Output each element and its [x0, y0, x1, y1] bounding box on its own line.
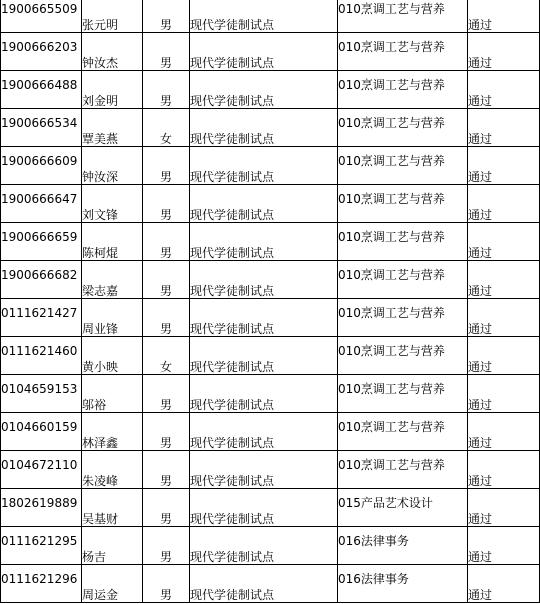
program-type-cell: 现代学徒制试点: [190, 565, 338, 603]
program-type-cell: 现代学徒制试点: [190, 71, 338, 109]
program-type-cell: 现代学徒制试点: [190, 337, 338, 375]
gender-cell: 男: [143, 451, 190, 489]
name-cell: 钟汝杰: [82, 33, 143, 71]
program-type-cell: 现代学徒制试点: [190, 109, 338, 147]
result-cell: 通过: [468, 489, 540, 527]
result-cell: 通过: [468, 527, 540, 565]
exam-id-cell-text: 1900665509: [1, 1, 78, 16]
major-cell-text: 010烹调工艺与营养: [338, 115, 445, 130]
exam-id-cell: [1, 527, 82, 565]
table-row: [1, 413, 540, 451]
exam-id-cell: [1, 489, 82, 527]
program-type-cell: 现代学徒制试点: [190, 147, 338, 185]
result-cell: 通过: [468, 185, 540, 223]
exam-id-cell-text: 1900666682: [1, 267, 78, 282]
result-cell: 通过: [468, 261, 540, 299]
exam-id-cell-text: 1802619889: [1, 495, 78, 510]
name-cell: 钟汝深: [82, 147, 143, 185]
exam-id-cell-text: 1900666203: [1, 39, 78, 54]
major-cell-text: 010烹调工艺与营养: [338, 381, 445, 396]
major-cell: [338, 0, 468, 33]
table-row: [1, 375, 540, 413]
gender-cell: 男: [143, 147, 190, 185]
program-type-cell: 现代学徒制试点: [190, 185, 338, 223]
result-cell: 通过: [468, 71, 540, 109]
result-cell: 通过: [468, 565, 540, 603]
major-cell-text: 010烹调工艺与营养: [338, 1, 445, 16]
program-type-cell: 现代学徒制试点: [190, 223, 338, 261]
table-row: [1, 337, 540, 375]
gender-cell: 男: [143, 375, 190, 413]
exam-id-cell: [1, 337, 82, 375]
major-cell-text: 016法律事务: [338, 533, 409, 548]
name-cell: 覃美燕: [82, 109, 143, 147]
exam-id-cell: [1, 33, 82, 71]
exam-id-cell: [1, 223, 82, 261]
major-cell-text: 010烹调工艺与营养: [338, 343, 445, 358]
exam-id-cell: [1, 147, 82, 185]
exam-id-cell: [1, 451, 82, 489]
table-row: [1, 223, 540, 261]
program-type-cell: 现代学徒制试点: [190, 375, 338, 413]
table-row: [1, 527, 540, 565]
major-cell: [338, 565, 468, 603]
name-cell: 张元明: [82, 0, 143, 33]
exam-id-cell-text: 1900666659: [1, 229, 78, 244]
major-cell: [338, 223, 468, 261]
major-cell-text: 010烹调工艺与营养: [338, 191, 445, 206]
table-body: [1, 0, 540, 603]
table-row: [1, 489, 540, 527]
major-cell: [338, 147, 468, 185]
major-cell-text: 010烹调工艺与营养: [338, 153, 445, 168]
major-cell-text: 010烹调工艺与营养: [338, 267, 445, 282]
name-cell: 吴基财: [82, 489, 143, 527]
exam-id-cell: [1, 109, 82, 147]
program-type-cell: 现代学徒制试点: [190, 0, 338, 33]
exam-id-cell-text: 0111621427: [1, 305, 78, 320]
result-cell: 通过: [468, 337, 540, 375]
major-cell: [338, 413, 468, 451]
major-cell: [338, 299, 468, 337]
program-type-cell: 现代学徒制试点: [190, 33, 338, 71]
exam-id-cell: [1, 261, 82, 299]
exam-id-cell-text: 1900666488: [1, 77, 78, 92]
table-row: [1, 109, 540, 147]
name-cell: 刘文锋: [82, 185, 143, 223]
result-cell: 通过: [468, 413, 540, 451]
major-cell: [338, 489, 468, 527]
result-cell: 通过: [468, 223, 540, 261]
name-cell: 周运金: [82, 565, 143, 603]
major-cell: [338, 33, 468, 71]
major-cell: [338, 261, 468, 299]
major-cell: [338, 109, 468, 147]
major-cell-text: 010烹调工艺与营养: [338, 457, 445, 472]
exam-id-cell: [1, 413, 82, 451]
major-cell: [338, 71, 468, 109]
name-cell: 陈柯焜: [82, 223, 143, 261]
table-row: [1, 185, 540, 223]
exam-id-cell: [1, 565, 82, 603]
gender-cell: 男: [143, 185, 190, 223]
gender-cell: 男: [143, 261, 190, 299]
gender-cell: 男: [143, 299, 190, 337]
table-row: [1, 451, 540, 489]
gender-cell: 男: [143, 0, 190, 33]
name-cell: 杨吉: [82, 527, 143, 565]
major-cell-text: 010烹调工艺与营养: [338, 229, 445, 244]
major-cell-text: 016法律事务: [338, 571, 409, 586]
program-type-cell: 现代学徒制试点: [190, 413, 338, 451]
gender-cell: 男: [143, 33, 190, 71]
exam-id-cell: [1, 0, 82, 33]
program-type-cell: 现代学徒制试点: [190, 261, 338, 299]
table-row: [1, 0, 540, 33]
result-cell: 通过: [468, 0, 540, 33]
table-row: [1, 71, 540, 109]
gender-cell: 女: [143, 109, 190, 147]
program-type-cell: 现代学徒制试点: [190, 527, 338, 565]
name-cell: 周业锋: [82, 299, 143, 337]
gender-cell: 男: [143, 71, 190, 109]
result-cell: 通过: [468, 147, 540, 185]
major-cell-text: 010烹调工艺与营养: [338, 305, 445, 320]
major-cell-text: 010烹调工艺与营养: [338, 419, 445, 434]
result-cell: 通过: [468, 33, 540, 71]
exam-id-cell-text: 1900666534: [1, 115, 78, 130]
major-cell: [338, 337, 468, 375]
gender-cell: 男: [143, 489, 190, 527]
exam-id-cell-text: 1900666609: [1, 153, 78, 168]
program-type-cell: 现代学徒制试点: [190, 451, 338, 489]
table-row: [1, 33, 540, 71]
table-row: [1, 299, 540, 337]
major-cell-text: 010烹调工艺与营养: [338, 77, 445, 92]
major-cell: [338, 451, 468, 489]
major-cell-text: 015产品艺术设计: [338, 495, 433, 510]
program-type-cell: 现代学徒制试点: [190, 299, 338, 337]
exam-id-cell-text: 0111621460: [1, 343, 78, 358]
exam-id-cell-text: 0111621295: [1, 533, 78, 548]
exam-id-cell-text: 0104659153: [1, 381, 78, 396]
exam-id-cell-text: 0104660159: [1, 419, 78, 434]
name-cell: 黄小映: [82, 337, 143, 375]
gender-cell: 男: [143, 527, 190, 565]
exam-id-cell: [1, 71, 82, 109]
exam-id-cell: [1, 185, 82, 223]
major-cell: [338, 375, 468, 413]
gender-cell: 男: [143, 413, 190, 451]
result-cell: 通过: [468, 451, 540, 489]
exam-id-cell-text: 1900666647: [1, 191, 78, 206]
gender-cell: 男: [143, 223, 190, 261]
exam-id-cell: [1, 299, 82, 337]
gender-cell: 男: [143, 565, 190, 603]
name-cell: 刘金明: [82, 71, 143, 109]
name-cell: 朱凌峰: [82, 451, 143, 489]
major-cell: [338, 527, 468, 565]
name-cell: 林泽鑫: [82, 413, 143, 451]
program-type-cell: 现代学徒制试点: [190, 489, 338, 527]
gender-cell: 女: [143, 337, 190, 375]
exam-id-cell-text: 0111621296: [1, 571, 78, 586]
result-cell: 通过: [468, 109, 540, 147]
name-cell: 邬裕: [82, 375, 143, 413]
table-row: [1, 565, 540, 603]
exam-id-cell: [1, 375, 82, 413]
result-cell: 通过: [468, 375, 540, 413]
result-cell: 通过: [468, 299, 540, 337]
major-cell-text: 010烹调工艺与营养: [338, 39, 445, 54]
table-row: [1, 261, 540, 299]
major-cell: [338, 185, 468, 223]
exam-id-cell-text: 0104672110: [1, 457, 78, 472]
table-row: [1, 147, 540, 185]
name-cell: 梁志嘉: [82, 261, 143, 299]
